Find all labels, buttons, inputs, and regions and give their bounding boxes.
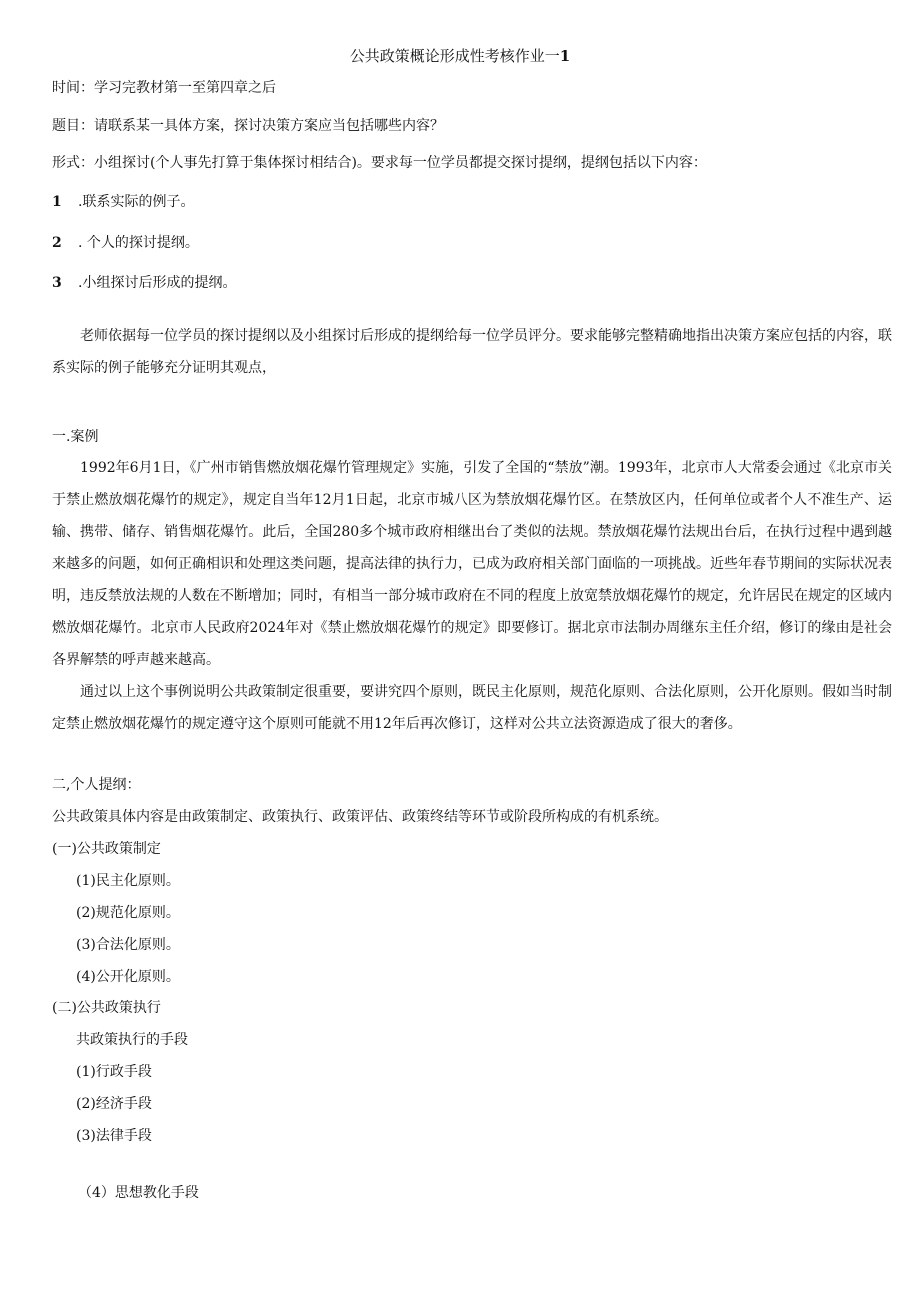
requirement-number: 3 xyxy=(52,275,62,291)
section-2-heading: (二)公共政策执行 xyxy=(52,1000,161,1016)
outline-heading: 二,个人提纲： xyxy=(52,777,141,793)
topic-line: 题目：请联系某一具体方案，探讨决策方案应当包括哪些内容？ xyxy=(52,118,444,134)
requirement-text: . 个人的探讨提纲。 xyxy=(78,235,199,251)
outline-intro: 公共政策具体内容是由政策制定、政策执行、政策评估、政策终结等环节或阶段所构成的有机系统。 xyxy=(52,809,668,825)
form-line: 形式：小组探讨(个人事先打算于集体探讨相结合)。要求每一位学员都提交探讨提纲，提纲包括以下内容： xyxy=(52,155,707,171)
section-1-item: (2)规范化原则。 xyxy=(76,905,180,921)
requirement-item-1 xyxy=(52,192,194,212)
section-2-subheading: 共政策执行的手段 xyxy=(76,1032,188,1048)
requirement-item-2 xyxy=(52,233,199,253)
section-2-item: (2)经济手段 xyxy=(76,1096,152,1112)
section-2-item: (1)行政手段 xyxy=(76,1064,152,1080)
grading-paragraph: 老师依据每一位学员的探讨提纲以及小组探讨后形成的提纲给每一位学员评分。要求能够完整精确地指出决策方案应包括的内容，联系实际的例子能够充分证明其观点， xyxy=(52,328,892,376)
requirement-text: .小组探讨后形成的提纲。 xyxy=(78,275,237,291)
section-1-heading: (一)公共政策制定 xyxy=(52,841,161,857)
requirement-number: 1 xyxy=(52,194,62,210)
title-text: 公共政策概论形成性考核作业一 xyxy=(349,47,560,65)
time-line: 时间：学习完教材第一至第四章之后 xyxy=(52,80,276,96)
case-paragraph-1: 1992年6月1日，《广州市销售燃放烟花爆竹管理规定》实施，引发了全国的“禁放”潮。1993年，北京市人大常委会通过《北京市关于禁止燃放烟花爆竹的规定》，规定自当年12月1日起，北京市城八区为禁放烟花爆竹区。在禁放区内，任何单位或者个人不准生产、运输、携带、储存、销售烟花爆竹。此后，全国280多个城市政府相继出台了类似的法规。禁放烟花爆竹法规出台后，在执行过程中遇到越来越多的问题，如何正确相识和处理这类问题，提高法律的执行力，已成为政府相关部门面临的一项挑战。近些年春节期间的实际状况表明，违反禁放法规的人数在不断增加；同时，有相当一部分城市政府在不同的程度上放宽禁放烟花爆竹的规定，允许居民在规定的区域内燃放烟花爆竹。北京市人民政府2024年对《禁止燃放烟花爆竹的规定》即要修订。据北京市法制办周继东主任介绍，修订的缘由是社会各界解禁的呼声越来越高。 xyxy=(52,460,892,668)
case-heading: 一.案例 xyxy=(52,429,99,445)
section-1-item: (1)民主化原则。 xyxy=(76,873,180,889)
requirement-number: 2 xyxy=(52,235,62,251)
page-title xyxy=(0,46,920,66)
section-2-item-4: （4）思想教化手段 xyxy=(78,1185,199,1201)
case-paragraph-2: 通过以上这个事例说明公共政策制定很重要，要讲究四个原则，既民主化原则，规范化原则、合法化原则，公开化原则。假如当时制定禁止燃放烟花爆竹的规定遵守这个原则可能就不用12年后再次修订，这样对公共立法资源造成了很大的奢侈。 xyxy=(52,684,892,732)
title-number: 1 xyxy=(559,47,571,65)
section-2-item: (3)法律手段 xyxy=(76,1128,152,1144)
requirement-item-3 xyxy=(52,273,236,293)
section-1-item: (3)合法化原则。 xyxy=(76,937,180,953)
requirement-text: .联系实际的例子。 xyxy=(78,194,195,210)
section-1-item: (4)公开化原则。 xyxy=(76,969,180,985)
